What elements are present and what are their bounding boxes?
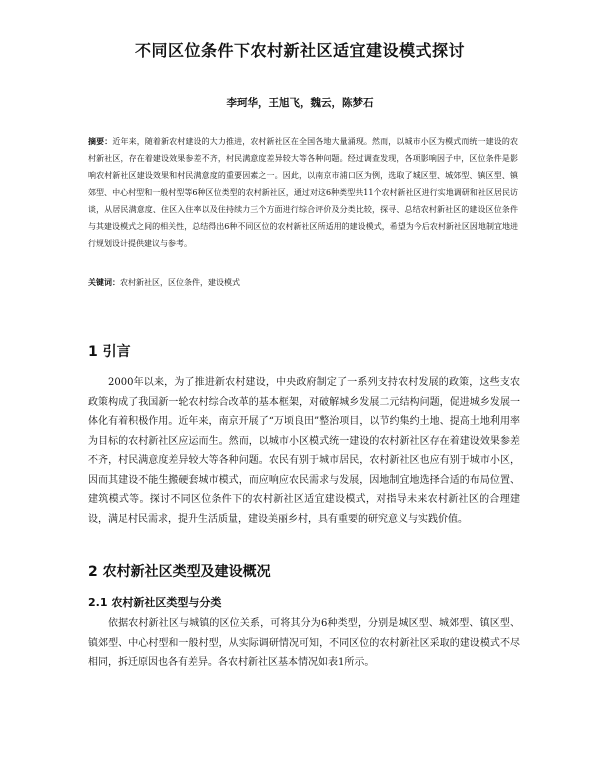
paper-title: 不同区位条件下农村新社区适宜建设模式探讨	[134, 41, 465, 60]
introduction-paragraph: 2000年以来，为了推进新农村建设，中央政府制定了一系列支持农村发展的政策，这些支农政策构成了我国新一轮农村综合改革的基本框架，对破解城乡发展二元结构问题，促进城乡发展一体化有着积极作用。近年来，南京开展了“万顷良田”整治项目，以节约集约土地、提高土地利用率为目标的农村新社区应运而生。然而，以城市小区模式统一建设的农村新社区存在着建设效果参差不齐，村民满意度差异较大等各种问题。农民有别于城市居民，农村新社区也应有别于城市小区，因而其建设不能生搬硬套城市模式，而应响应农民需求与发展，因地制宜地选择合适的布局位置、建筑模式等。探讨不同区位条件下的农村新社区适宜建设模式，对指导未来农村新社区的合理建设，满足村民需求，提升生活质量，建设美丽乡村，具有重要的研究意义与实践价值。	[88, 377, 520, 525]
section-heading-types: 2 农村新社区类型及建设概况	[88, 564, 271, 580]
author-list: 李珂华，王旭飞，魏云，陈梦石	[226, 97, 374, 109]
keywords-label: 关键词：	[88, 278, 120, 287]
abstract-block	[88, 133, 518, 252]
subsection-heading-classification: 2.1 农村新社区类型与分类	[88, 596, 222, 609]
classification-paragraph: 依据农村新社区与城镇的区位关系，可将其分为6种类型，分别是城区型、城郊型、镇区型、镇郊型、中心村型和一般村型，从实际调研情况可知，不同区位的农村新社区采取的建设模式不尽相同，拆迁原因也各有差异。各农村新社区基本情况如表1所示。	[88, 618, 520, 668]
keywords-block	[88, 274, 518, 291]
abstract-label: 摘要：	[88, 137, 113, 146]
section-heading-introduction: 1 引言	[88, 344, 131, 360]
abstract-text: 近年来，随着新农村建设的大力推进，农村新社区在全国各地大量涌现。然而，以城市小区为模式而统一建设的农村新社区，存在着建设效果参差不齐，村民满意度差异较大等各种问题。经过调查发现，各项影响因子中，区位条件是影响农村新社区建设效果和村民满意度的重要因素之一。因此，以南京市浦口区为例，选取了城区型、城郊型、镇区型、镇郊型、中心村型和一般村型等6种区位类型的农村新社区，通过对这6种类型共11个农村新社区进行实地调研和社区居民访谈，从居民满意度、住区入住率以及住持续力三个方面进行综合评价及分类比较，探寻、总结农村新社区的建设区位条件与其建设模式之间的相关性，总结得出6种不同区位的农村新社区所适用的建设模式，希望为今后农村新社区因地制宜地进行规划设计提供建议与参考。	[88, 137, 519, 248]
keywords-text: 农村新社区，区位条件，建设模式	[120, 278, 240, 287]
